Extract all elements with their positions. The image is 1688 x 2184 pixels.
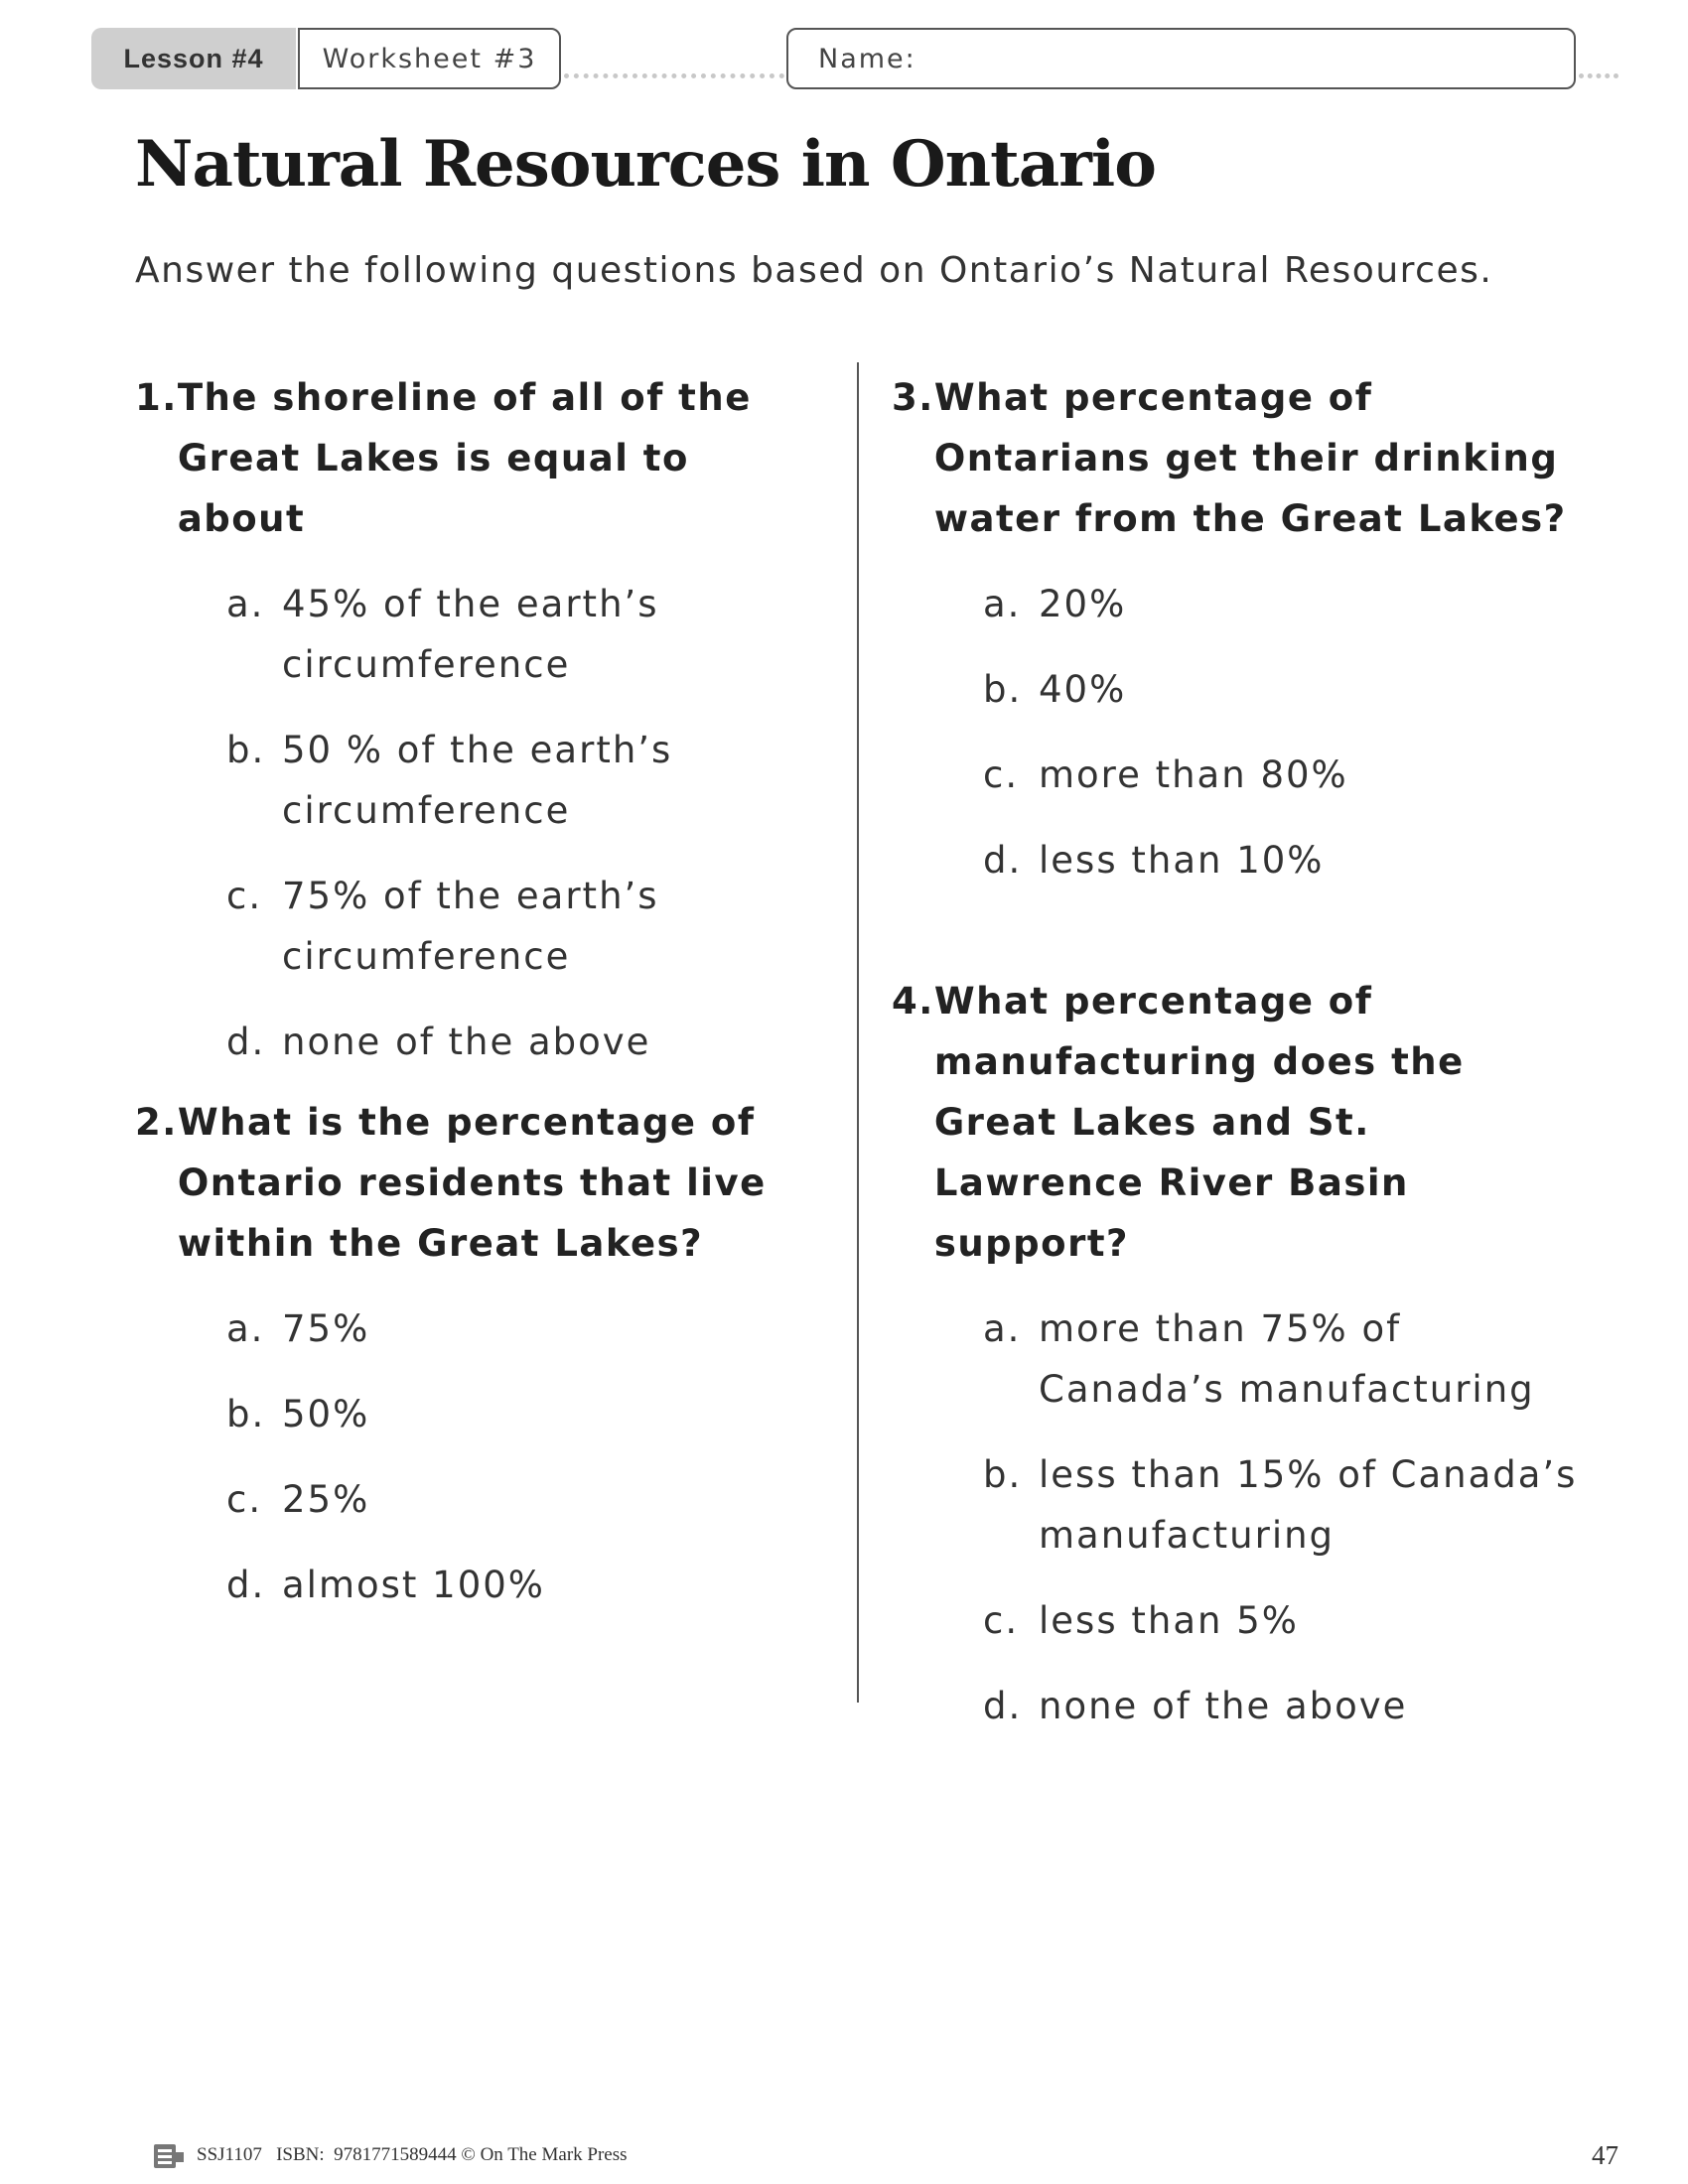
option-d[interactable]: [226, 1555, 703, 1615]
option-text: 75%: [282, 1307, 370, 1350]
question-number: 2.: [135, 1101, 178, 1144]
option-letter: c.: [983, 753, 1020, 796]
option-text: 75% of the earth’s circumference: [282, 875, 659, 978]
option-letter: b.: [226, 1393, 266, 1435]
option-letter: a.: [983, 583, 1022, 625]
question-text: What percentage of Ontarians get their drinking water from the Great Lakes?: [933, 376, 1567, 540]
option-letter: c.: [226, 875, 263, 917]
option-letter: a.: [226, 1307, 265, 1350]
name-field[interactable]: [786, 28, 1576, 89]
question-text: What is the percentage of Ontario residents that live within the Great Lakes?: [177, 1101, 767, 1265]
option-a[interactable]: [983, 574, 1539, 634]
question-1: [135, 367, 820, 1072]
question-1-options: [226, 574, 703, 1072]
option-text: 40%: [1039, 668, 1127, 711]
question-4: [892, 971, 1578, 1736]
lesson-tab: Lesson #4: [91, 28, 296, 89]
question-3-options: [983, 574, 1539, 890]
question-4-options: [983, 1298, 1579, 1736]
option-d[interactable]: [983, 830, 1539, 890]
question-2-options: [226, 1298, 703, 1615]
option-text: more than 80%: [1039, 753, 1348, 796]
worksheet-tab: Worksheet #3: [298, 28, 561, 89]
option-text: 50%: [282, 1393, 370, 1435]
option-text: less than 15% of Canada’s manufacturing: [1039, 1453, 1578, 1557]
option-a[interactable]: [983, 1298, 1579, 1420]
question-2: [135, 1092, 771, 1615]
question-number: 1.: [135, 376, 178, 419]
option-b[interactable]: [226, 1384, 703, 1444]
option-letter: a.: [226, 583, 265, 625]
option-letter: b.: [983, 1453, 1023, 1496]
option-letter: c.: [226, 1478, 263, 1521]
book-logo-icon: [154, 2144, 184, 2172]
option-b[interactable]: [226, 720, 703, 841]
page-number: 47: [1592, 2140, 1618, 2170]
instructions: Answer the following questions based on Ontario’s Natural Resources.: [135, 250, 1493, 291]
option-letter: d.: [983, 839, 1023, 882]
option-b[interactable]: [983, 659, 1539, 720]
option-d[interactable]: [226, 1012, 703, 1072]
option-d[interactable]: [983, 1676, 1579, 1736]
option-letter: d.: [226, 1021, 266, 1063]
footer-publisher-info: SSJ1107 ISBN: 9781771589444 © On The Mark Press: [197, 2144, 628, 2165]
question-3: [892, 367, 1567, 890]
option-text: 50 % of the earth’s circumference: [282, 729, 673, 832]
page-title: Natural Resources in Ontario: [135, 127, 1156, 202]
dotted-separator-end: [1579, 73, 1618, 78]
column-divider: [857, 362, 859, 1703]
option-text: less than 5%: [1039, 1599, 1299, 1642]
option-text: almost 100%: [282, 1564, 545, 1606]
option-c[interactable]: [226, 866, 703, 987]
option-text: none of the above: [1039, 1685, 1408, 1727]
option-letter: b.: [983, 668, 1023, 711]
option-c[interactable]: [983, 745, 1539, 805]
option-c[interactable]: [983, 1590, 1579, 1651]
option-text: less than 10%: [1039, 839, 1325, 882]
option-a[interactable]: [226, 1298, 703, 1359]
option-text: more than 75% of Canada’s manufacturing: [1039, 1307, 1535, 1411]
question-number: 4.: [892, 980, 934, 1023]
question-4-stem: [892, 971, 1567, 1274]
option-a[interactable]: [226, 574, 703, 695]
question-3-stem: [892, 367, 1567, 549]
question-text: The shoreline of all of the Great Lakes is equal to about: [177, 376, 752, 540]
option-letter: d.: [983, 1685, 1023, 1727]
option-text: 20%: [1039, 583, 1127, 625]
option-b[interactable]: [983, 1444, 1579, 1566]
option-letter: d.: [226, 1564, 266, 1606]
question-1-stem: [135, 367, 820, 549]
option-text: none of the above: [282, 1021, 651, 1063]
dotted-separator: [564, 73, 784, 78]
option-letter: b.: [226, 729, 266, 771]
question-text: What percentage of manufacturing does the Great Lakes and St. Lawrence River Basin support?: [933, 980, 1465, 1265]
option-c[interactable]: [226, 1469, 703, 1530]
question-2-stem: [135, 1092, 771, 1274]
option-text: 25%: [282, 1478, 370, 1521]
name-label: Name:: [818, 43, 916, 74]
option-letter: c.: [983, 1599, 1020, 1642]
option-letter: a.: [983, 1307, 1022, 1350]
option-text: 45% of the earth’s circumference: [282, 583, 659, 686]
question-number: 3.: [892, 376, 934, 419]
